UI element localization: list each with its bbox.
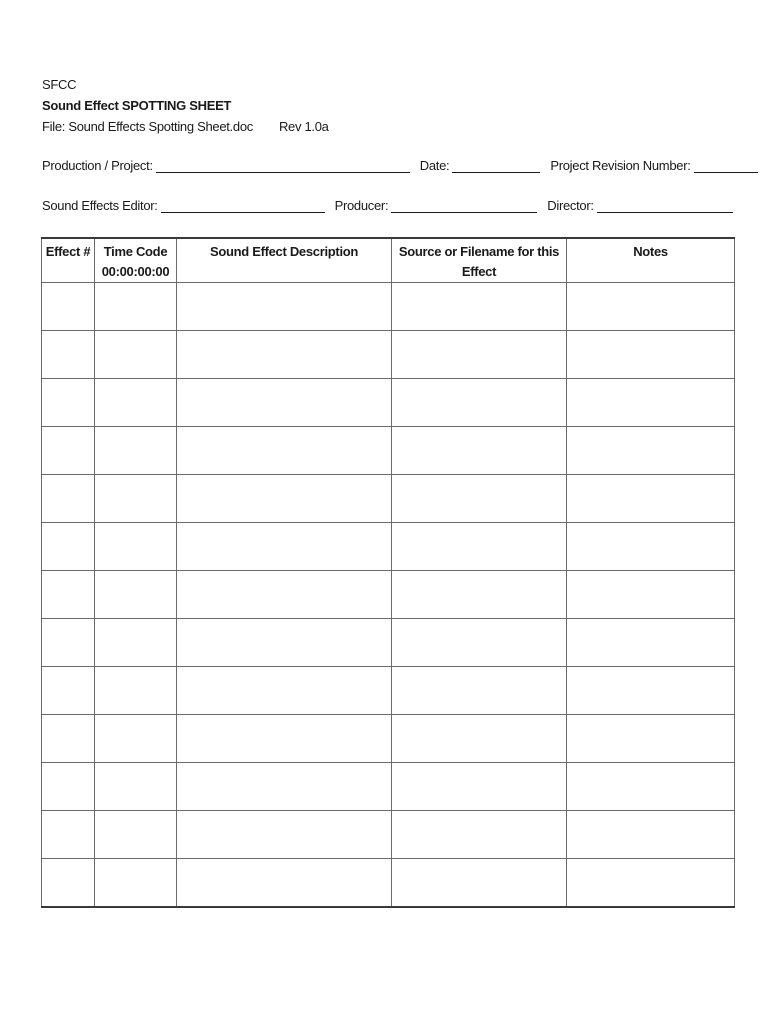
- spotting-table: [41, 237, 735, 908]
- source-cell[interactable]: [392, 523, 567, 571]
- description-cell[interactable]: [177, 283, 392, 331]
- fields-row-production: [42, 158, 732, 173]
- source-cell[interactable]: [392, 667, 567, 715]
- org-name: SFCC: [42, 77, 77, 92]
- source-cell[interactable]: [392, 427, 567, 475]
- description-cell[interactable]: [177, 763, 392, 811]
- effect-number-cell[interactable]: [42, 715, 95, 763]
- effect-number-cell[interactable]: [42, 331, 95, 379]
- description-cell[interactable]: [177, 811, 392, 859]
- notes-cell[interactable]: [567, 379, 735, 427]
- revision-label: Rev 1.0a: [278, 119, 329, 134]
- source-cell[interactable]: [392, 763, 567, 811]
- time-code-cell[interactable]: [95, 427, 177, 475]
- notes-cell[interactable]: [567, 475, 735, 523]
- effect-number-cell[interactable]: [42, 379, 95, 427]
- effect-number-cell[interactable]: [42, 619, 95, 667]
- table-row: [42, 763, 735, 811]
- column-header-effect-number: Effect #: [42, 238, 95, 283]
- notes-cell[interactable]: [567, 619, 735, 667]
- source-cell[interactable]: [392, 379, 567, 427]
- source-cell[interactable]: [392, 811, 567, 859]
- notes-cell[interactable]: [567, 427, 735, 475]
- time-code-cell[interactable]: [95, 859, 177, 908]
- director-label: Director:: [547, 198, 594, 213]
- revision-number-label: Project Revision Number:: [550, 158, 691, 173]
- table-row: [42, 859, 735, 908]
- description-cell[interactable]: [177, 571, 392, 619]
- effect-number-cell[interactable]: [42, 283, 95, 331]
- description-cell[interactable]: [177, 667, 392, 715]
- effect-number-cell[interactable]: [42, 571, 95, 619]
- table-row: [42, 523, 735, 571]
- notes-cell[interactable]: [567, 859, 735, 908]
- document-title: Sound Effect SPOTTING SHEET: [42, 98, 232, 113]
- notes-cell[interactable]: [567, 571, 735, 619]
- file-info: [42, 116, 732, 137]
- source-cell[interactable]: [392, 571, 567, 619]
- editor-blank[interactable]: [161, 198, 325, 213]
- source-cell[interactable]: [392, 475, 567, 523]
- director-field: [547, 198, 732, 213]
- source-cell[interactable]: [392, 715, 567, 763]
- production-field: [42, 158, 420, 173]
- revision-number-blank[interactable]: [694, 158, 758, 173]
- time-code-cell[interactable]: [95, 667, 177, 715]
- table-row: [42, 619, 735, 667]
- date-label: Date:: [419, 158, 450, 173]
- notes-cell[interactable]: [567, 283, 735, 331]
- source-cell[interactable]: [392, 283, 567, 331]
- table-row: [42, 475, 735, 523]
- effect-number-cell[interactable]: [42, 427, 95, 475]
- time-code-cell[interactable]: [95, 331, 177, 379]
- source-cell[interactable]: [392, 331, 567, 379]
- effect-number-cell[interactable]: [42, 811, 95, 859]
- time-code-cell[interactable]: [95, 715, 177, 763]
- time-code-cell[interactable]: [95, 811, 177, 859]
- time-code-cell[interactable]: [95, 283, 177, 331]
- document-header: [42, 74, 732, 137]
- table-row: [42, 667, 735, 715]
- description-cell[interactable]: [177, 715, 392, 763]
- description-cell[interactable]: [177, 475, 392, 523]
- producer-blank[interactable]: [391, 198, 537, 213]
- table-row: [42, 715, 735, 763]
- director-blank[interactable]: [597, 198, 733, 213]
- production-blank[interactable]: [156, 158, 410, 173]
- time-code-cell[interactable]: [95, 379, 177, 427]
- producer-field: [335, 198, 548, 213]
- description-cell[interactable]: [177, 427, 392, 475]
- time-code-cell[interactable]: [95, 475, 177, 523]
- column-header-source: Source or Filename for this Effect: [392, 238, 567, 283]
- effect-number-cell[interactable]: [42, 523, 95, 571]
- time-code-cell[interactable]: [95, 571, 177, 619]
- column-header-notes: Notes: [567, 238, 735, 283]
- time-code-cell[interactable]: [95, 763, 177, 811]
- notes-cell[interactable]: [567, 763, 735, 811]
- notes-cell[interactable]: [567, 715, 735, 763]
- source-cell[interactable]: [392, 619, 567, 667]
- date-field: [420, 158, 551, 173]
- producer-label: Producer:: [334, 198, 389, 213]
- effect-number-cell[interactable]: [42, 859, 95, 908]
- table-row: [42, 427, 735, 475]
- time-code-cell[interactable]: [95, 619, 177, 667]
- file-name: File: Sound Effects Spotting Sheet.doc: [42, 119, 253, 134]
- effect-number-cell[interactable]: [42, 475, 95, 523]
- description-cell[interactable]: [177, 331, 392, 379]
- notes-cell[interactable]: [567, 523, 735, 571]
- effect-number-cell[interactable]: [42, 667, 95, 715]
- fields-row-credits: [42, 198, 732, 213]
- description-cell[interactable]: [177, 619, 392, 667]
- date-blank[interactable]: [452, 158, 540, 173]
- table-row: [42, 331, 735, 379]
- description-cell[interactable]: [177, 379, 392, 427]
- column-header-time-code: Time Code 00:00:00:00: [95, 238, 177, 283]
- table-body: [42, 283, 735, 908]
- editor-field: [42, 198, 335, 213]
- time-code-cell[interactable]: [95, 523, 177, 571]
- description-cell[interactable]: [177, 859, 392, 908]
- notes-cell[interactable]: [567, 331, 735, 379]
- source-cell[interactable]: [392, 859, 567, 908]
- effect-number-cell[interactable]: [42, 763, 95, 811]
- revision-number-field: [550, 158, 757, 173]
- notes-cell[interactable]: [567, 667, 735, 715]
- editor-label: Sound Effects Editor:: [42, 198, 158, 213]
- column-header-description: Sound Effect Description: [177, 238, 392, 283]
- table-row: [42, 571, 735, 619]
- notes-cell[interactable]: [567, 811, 735, 859]
- production-label: Production / Project:: [42, 158, 153, 173]
- table-row: [42, 811, 735, 859]
- table-row: [42, 283, 735, 331]
- description-cell[interactable]: [177, 523, 392, 571]
- table-row: [42, 379, 735, 427]
- table-header-row: [42, 238, 735, 283]
